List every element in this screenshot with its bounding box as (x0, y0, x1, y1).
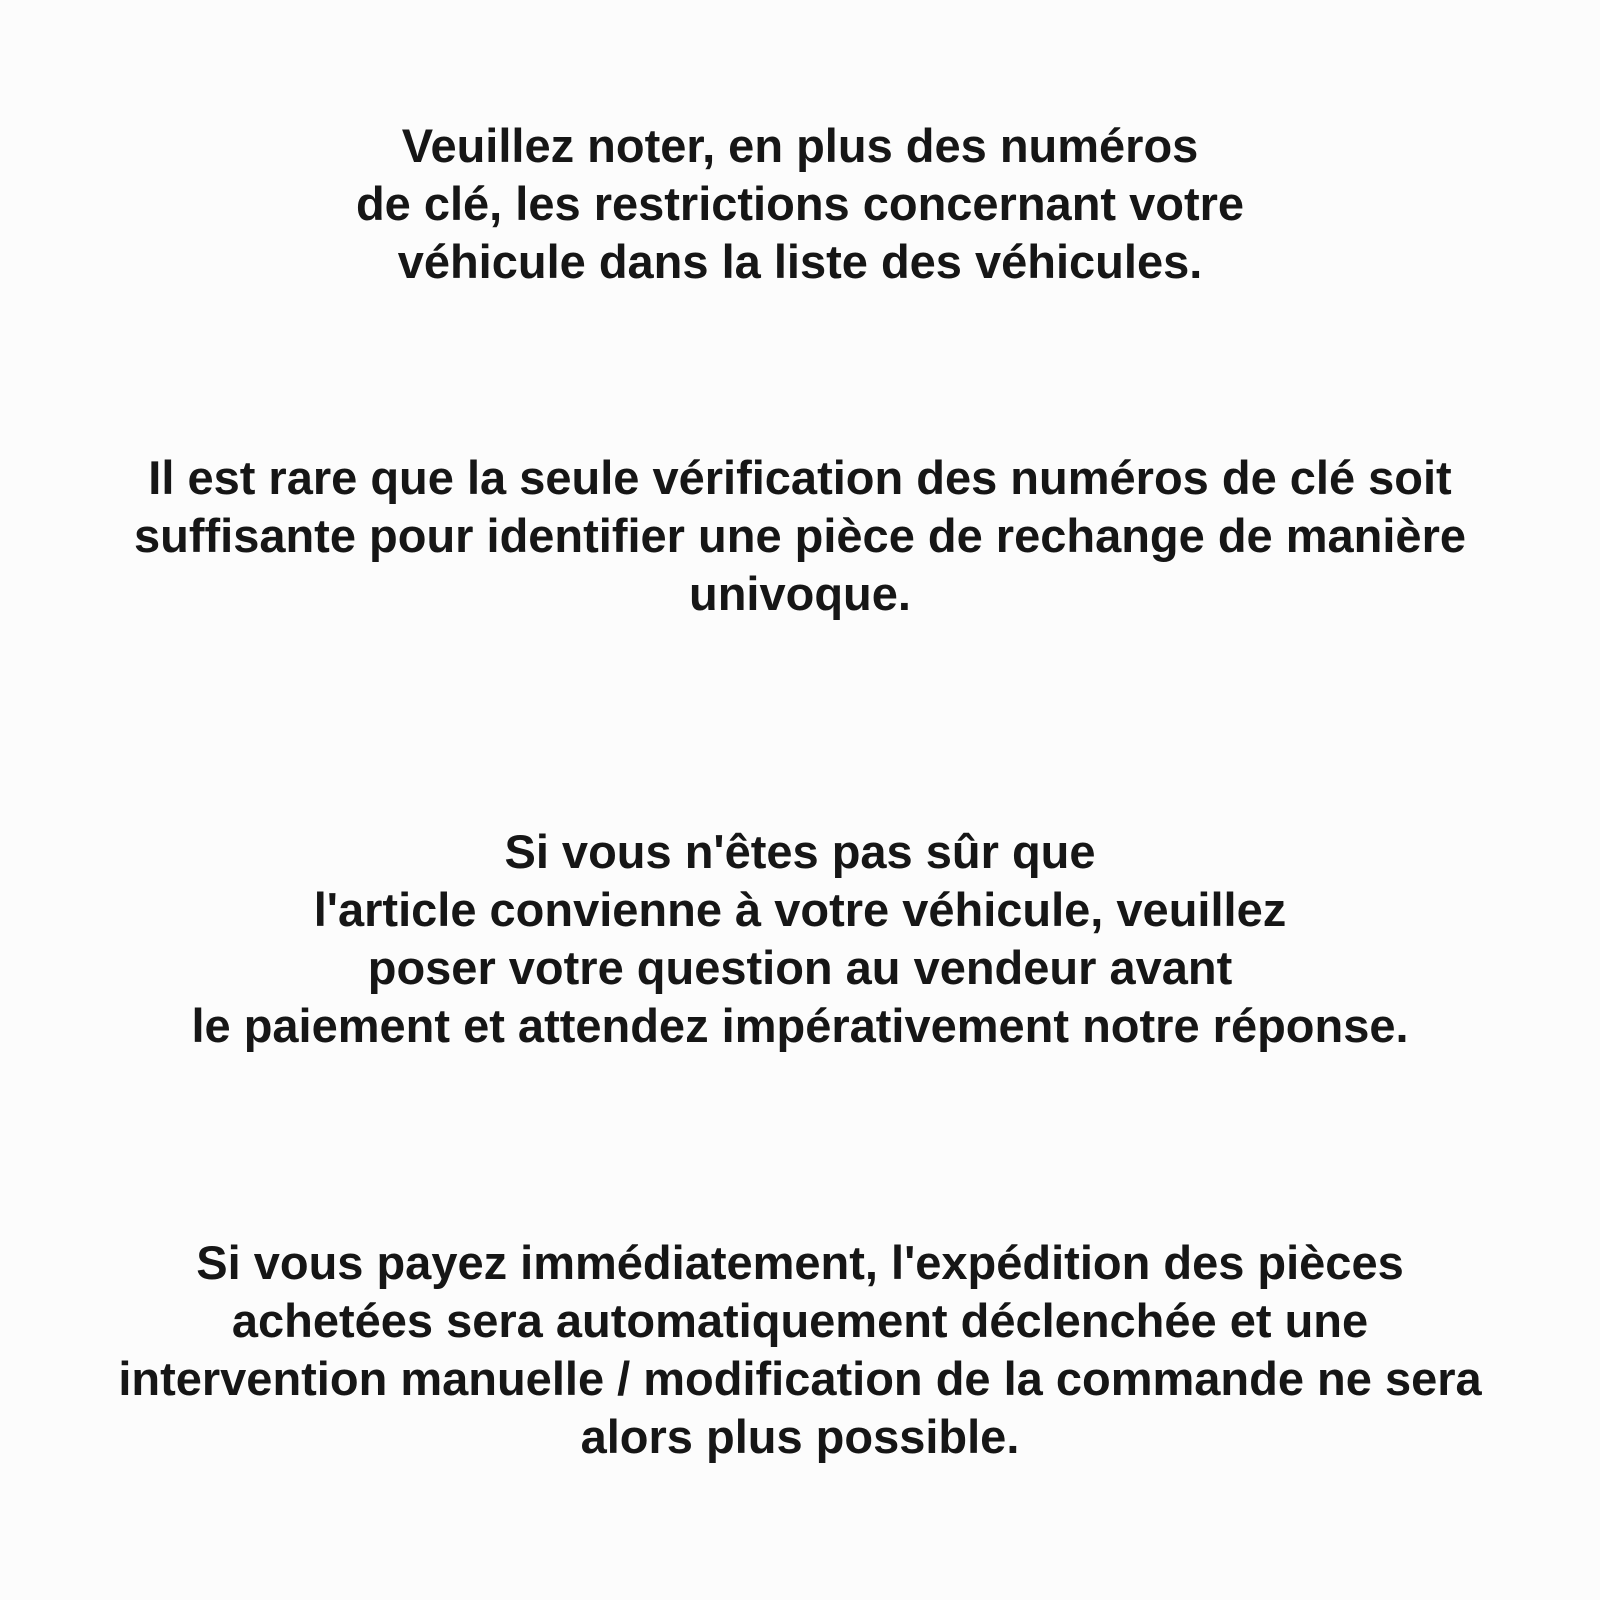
paragraph-line: achetées sera automatiquement déclenchée et une (231, 1294, 1369, 1347)
paragraph-line: Si vous payez immédiatement, l'expédition des pièces (196, 1236, 1404, 1289)
paragraph-line: l'article convienne à votre véhicule, veuillez (313, 883, 1287, 936)
paragraph-line: poser votre question au vendeur avant (367, 941, 1233, 994)
notice-paragraph-key-numbers (40, 117, 1560, 291)
paragraph-line: véhicule dans la liste des véhicules. (397, 235, 1203, 288)
paragraph-line: Si vous n'êtes pas sûr que (504, 825, 1096, 878)
paragraph-line: intervention manuelle / modification de la commande ne sera (118, 1352, 1482, 1405)
paragraph-line: de clé, les restrictions concernant votre (355, 177, 1245, 230)
paragraph-line: Veuillez noter, en plus des numéros (401, 119, 1199, 172)
notice-paragraph-ask-seller (40, 823, 1560, 1055)
paragraph-line: univoque. (689, 567, 911, 620)
paragraph-line: suffisante pour identifier une pièce de rechange de manière (133, 509, 1467, 562)
paragraph-line: alors plus possible. (580, 1410, 1020, 1463)
notice-paragraph-immediate-payment (40, 1234, 1560, 1466)
notice-paragraph-identification (40, 449, 1560, 623)
paragraph-line: Il est rare que la seule vérification des numéros de clé soit (148, 451, 1452, 504)
paragraph-line: le paiement et attendez impérativement notre réponse. (191, 999, 1409, 1052)
